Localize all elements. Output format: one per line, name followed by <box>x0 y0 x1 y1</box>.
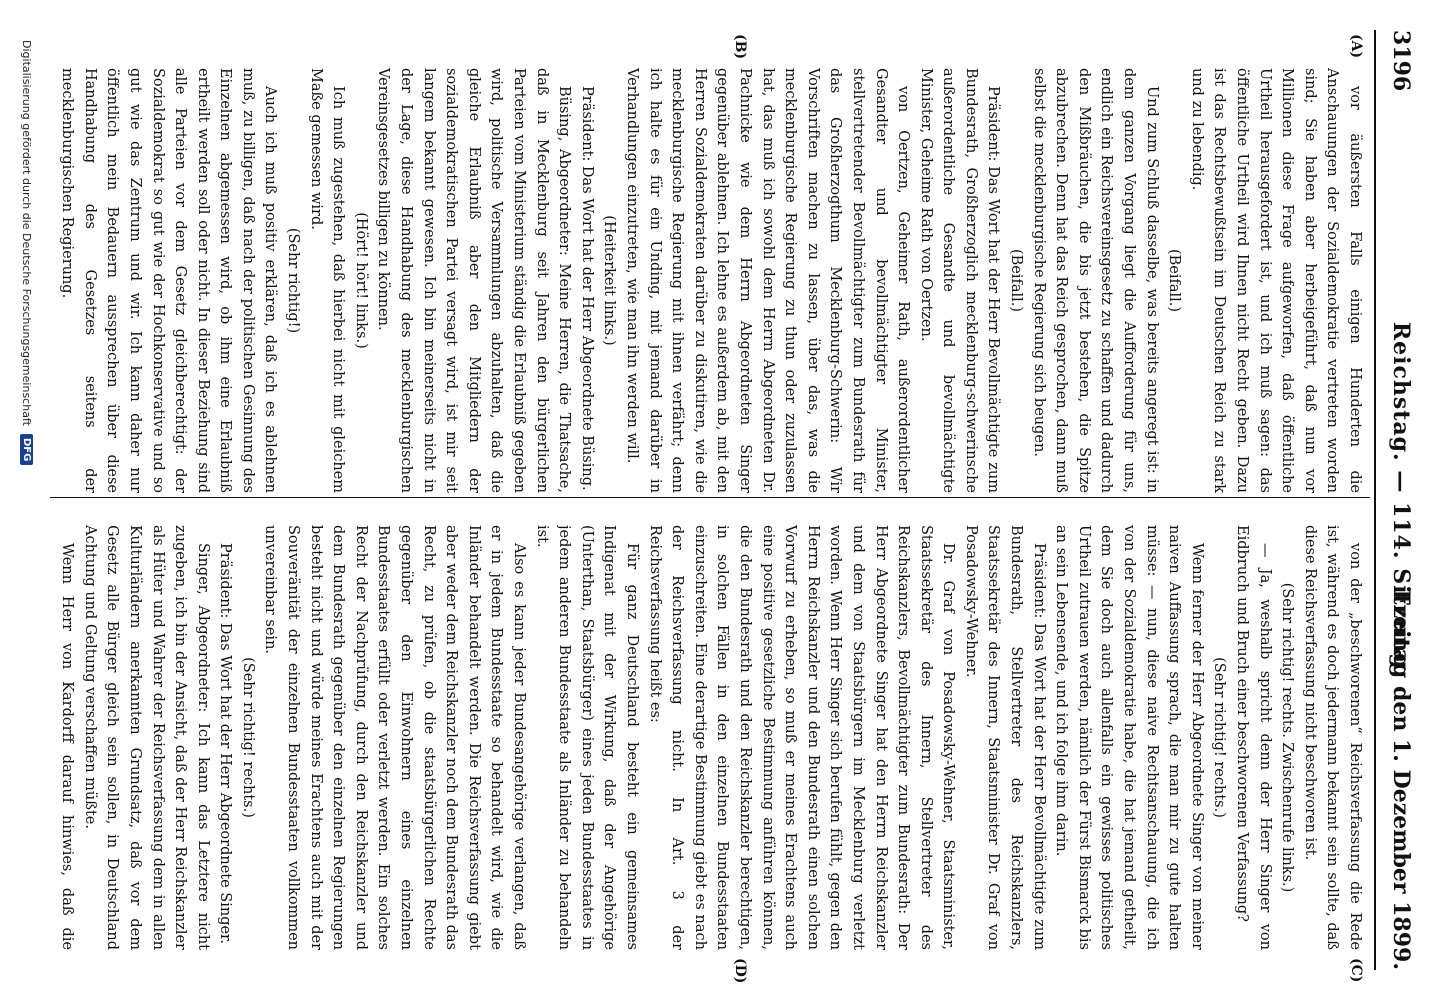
stage-direction: (Sehr richtig! rechts.) <box>1211 657 1228 818</box>
stage-direction: (Beifall.) <box>1166 248 1183 313</box>
speech-paragraph: Also es kann jeder Bundesangehörige verlangen, daß er in jedem Bundesstaate so behandelt wird, wie die Inländer behandelt werden. Die Reichsverfassung giebt aber weder dem Reichskanzler noch dem Bundesrath das Recht, zu prüfen, ob die staatsbürgerlichen Rechte gegenüber den Einwohnern eines einzelnen Bundesstaates erfüllt oder verletzt werden. Ein solches Recht der Nachprüfung, durch den Reichskanzler und dem Bundesrath gegenüber den einzelnen Regierungen besteht nicht und würde meines Erachtens auch mit der Souveränität der einzelnen Bundesstaaten vollkommen unvereinbar sein. <box>262 525 528 950</box>
margin-letter-b: (B) <box>732 34 748 60</box>
speech-paragraph: Präsident: Das Wort hat der Herr Bevollmächtigte zum Bundesrath, Stellvertreter des Reichskanzlers, Staatssekretär des Innern, Staatsminister Dr. Graf von Posadowsky-Wehner. <box>962 525 1047 950</box>
speech-paragraph: Singer, Abgeordneter: Ich kann das Letztere nicht zugeben, ich bin der Ansicht, daß der Herr Reichskanzler als Hüter und Wahrer der Reichsverfassung dem in allen Kulturländern anerkannten Grundsatz, daß vor dem Gesetz alle Bürger gleich sein sollen, in Deutschland Achtung und Geltung verschaffen müßte. <box>81 525 211 950</box>
page-number: 3196 <box>1388 30 1414 92</box>
speech-paragraph: von Oertzen, Geheimer Rath, außerordentlicher Gesandter und bevollmächtigter Minister, stellvertretender Bevollmächtigter zum Bundesrath für das Großherzogthum Mecklenburg-Schwerin: Wir Vorschriften machen zu lassen, über das, was die mecklenburgische Regierung zu thun oder zuzulassen hat, das muß ich sowohl dem Herrn Abgeordneten Dr. Pachnicke wie dem Herrn Abgeordneten Singer gegenüber ablehnen. Ich lehne es außerdem ab, mit den Herren Sozialdemokraten darüber zu diskutiren, wie die mecklenburgische Regierung mit ihnen verfährt; denn ich halte es für ein Unding, mit jemand darüber in Verhandlungen einzutreten, wie man ihn werden will. <box>624 68 912 493</box>
speech-paragraph: — Ja, weshalb spricht denn der Herr Singer von Eidbruch und Bruch einer beschworenen Verfassung? <box>1234 525 1273 950</box>
speech-paragraph: Und zum Schluß dasselbe, was bereits angeregt ist: in dem ganzen Vorgang liegt die Aufforderung für uns, endlich ein Reichsvereinsgesetz zu schaffen und dadurch den Mißbräuchen, die bis jetzt bestehen, die Spitze abzubrechen. Denn hat das Reich gesprochen, dann muß selbst die mecklenburgische Regierung sich beugen. <box>1030 68 1160 493</box>
dfg-logo: DFG <box>21 434 34 465</box>
speech-paragraph: von der „beschworenen“ Reichsverfassung die Rede ist, während es doch jedermann bekannt sein sollte, daß diese Reichsverfassung nicht beschworen ist. <box>1301 525 1363 950</box>
column-divider <box>50 497 1370 498</box>
speech-paragraph: vor äußersten Falls einigen Hunderten die Anschauungen der Sozialdemokratie vertreten worden sind; Sie haben aber herbeigeführt, daß nun vor Millionen diese Frage aufgeworfen, daß öffentliche Urtheil herausgefordert ist, und ich muß sagen: das öffentliche Urtheil wird Ihnen nicht Recht geben. Dazu ist das Rechtsbewußtsein im Deutschen Reich zu stark und zu lebendig. <box>1188 68 1363 493</box>
speech-paragraph: Für ganz Deutschland besteht ein gemeinsames Indigenat mit der Wirkung, daß der Angehörige (Unterthan, Staatsbürger) eines jeden Bundesstaates in jedem anderen Bundesstaate als Inländer zu behandeln ist. <box>533 525 640 950</box>
speech-paragraph: Büsing, Abgeordneter: Meine Herren, die Thatsache, daß in Mecklenburg seit Jahren den bürgerlichen Parteien vom Ministerium ständig die Erlaubniß gegeben wird, politische Versammlungen abzuhalten, daß die gleiche Erlaubniß aber den Mitgliedern der sozialdemokratischen Partei versagt wird, ist mir seit langem bekannt gewesen. Ich bin meinerseits nicht in der Lage, diese Handhabung des mecklenburgischen Vereinsgesetzes billigen zu können. <box>375 68 573 493</box>
digitization-credit: Digitalisierung gefördert durch die Deutsche Forschungsgemeinschaft <box>20 40 34 426</box>
session-date: Freitag den 1. Dezember 1899. <box>1388 589 1414 970</box>
stage-direction: (Heiterkeit links.) <box>601 215 618 346</box>
stage-direction: (Sehr richtig!) <box>285 227 302 334</box>
header-rule <box>1374 30 1376 970</box>
stage-direction: (Hört! hört! links.) <box>352 212 369 349</box>
speech-paragraph: Präsident: Das Wort hat der Herr Abgeordnete Büsing. <box>578 86 595 491</box>
left-column <box>56 68 1366 493</box>
speech-paragraph: Auch ich muß positiv erklären, daß ich es ablehnen muß, zu billigen, daß nach der politischen Gesinnung des Einzelnen abgemessen wird, ob ihm eine Erlaubniß ertheilt werden soll oder nicht. In dieser Beziehung sind alle Parteien vor dem Gesetz gleichberechtigt: der Sozialdemokrat so gut wie der Hochkonservative und so gut wie das Zentrum und wir. Ich kann daher nur öffentlich mein Bedauern aussprechen über diese Handhabung des Gesetzes seitens der mecklenburgischen Regierung. <box>59 68 279 493</box>
session-title: Reichstag. — 114. Sitzung. <box>1388 321 1414 679</box>
speech-paragraph: Wenn ferner der Herr Abgeordnete Singer von meiner naiven Auffassung sprach, die man mir zu gute halten müsse: — nun, diese naive Rechtsanschauung, die ich von der Sozialdemokratie habe, die hat jemand getheilt, dem Sie doch auch allenfalls ein gewisses politisches Urtheil zutrauen werden, nämlich der Fürst Bismarck bis an sein Lebensende, und ich folge ihm darin. <box>1053 525 1205 950</box>
stage-direction: (Sehr richtig! rechts. Zwischenrufe links.) <box>1279 582 1296 893</box>
speech-paragraph: Präsident: Das Wort hat der Herr Bevollmächtigte zum Bundesrath, Großherzoglich mecklenburg-schwerinsche außerordentliche Gesandte und bevollmächtigte Minister, Geheime Rath von Oertzen. <box>917 68 1002 493</box>
margin-letter-c: (C) <box>1348 958 1364 983</box>
margin-letter-d: (D) <box>732 958 748 984</box>
speech-paragraph: Wenn Herr von Kardorff darauf hinwies, daß die <box>59 543 76 950</box>
scanned-page <box>14 0 1434 1000</box>
speech-paragraph: Präsident: Das Wort hat der Herr Abgeordnete Singer. <box>217 543 234 945</box>
stage-direction: (Sehr richtig! rechts.) <box>239 657 256 818</box>
footer <box>15 0 39 1000</box>
speech-paragraph: Dr. Graf von Posadowsky-Wehner, Staatsminister, Staatssekretär des Innern, Stellvertreter des Reichskanzlers, Bevollmächtigter zum Bundesrath: Der Herr Abgeordnete Singer hat den Herrn Reichskanzler und dem von Staatsbürgern im Mecklenburg verletzt worden. Wenn Herr Singer sich berufen fühlt, gegen den Herrn Reichskanzler und den Bundesrath einen solchen Vorwurf zu erheben, so muß er meines Erachtens auch eine positive gesetzliche Bestimmung anführen können, die den Bundesrath und den Reichskanzler berechtigen, in solchen Fällen in den einzelnen Bundesstaaten einzuschreiten. Eine derartige Bestimmung giebt es nach der Reichsverfassung nicht. In Art. 3 der Reichsverfassung heißt es: <box>646 525 957 950</box>
running-head <box>1380 30 1420 970</box>
margin-letter-a: (A) <box>1348 34 1364 59</box>
right-column <box>56 525 1366 950</box>
speech-paragraph: Ich muß zugestehen, daß hierbei nicht mit gleichem Maße gemessen wird. <box>307 68 347 493</box>
stage-direction: (Beifall.) <box>1008 248 1025 313</box>
